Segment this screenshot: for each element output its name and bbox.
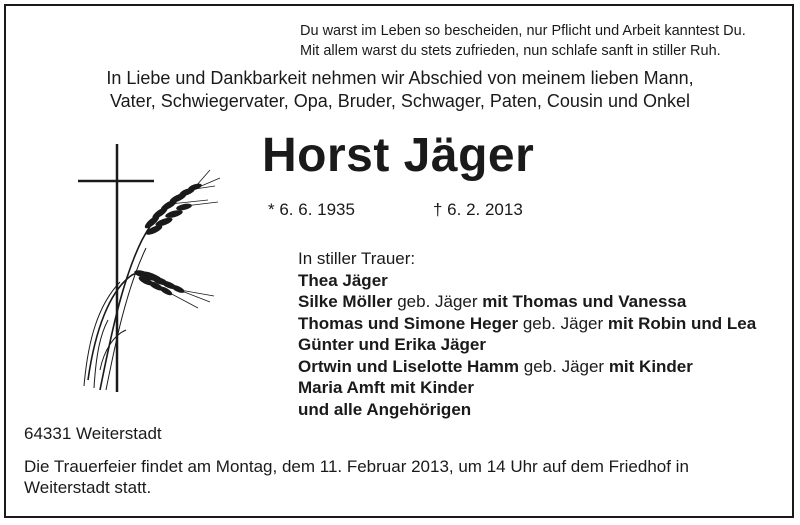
mourner-line: Günter und Erika Jäger — [298, 335, 486, 354]
mourner-line — [298, 313, 756, 335]
cross-wheat-icon — [70, 140, 230, 400]
memorial-poem — [300, 21, 746, 61]
poem-line-2: Mit allem warst du stets zufrieden, nun schlafe sanft in stiller Ruh. — [300, 43, 721, 59]
mourner-name: Thomas und Simone Heger — [298, 313, 519, 333]
mourner-name: Ortwin und Liselotte Hamm — [298, 356, 520, 376]
mourner-line: und alle Angehörigen — [298, 399, 472, 419]
mourners-heading: In stiller Trauer: — [298, 249, 416, 268]
mourner-line — [298, 356, 756, 378]
mourner-line — [298, 291, 756, 313]
mourner-family: mit Robin und Lea — [607, 313, 757, 333]
city-address: 64331 Weiterstadt — [24, 424, 162, 443]
intro-line-2: Vater, Schwiegervater, Opa, Bruder, Schwager, Paten, Cousin und Onkel — [110, 91, 690, 111]
deceased-name: Horst Jäger — [262, 129, 535, 182]
mourner-family: mit Thomas und Vanessa — [482, 292, 687, 311]
mourner-line: Thea Jäger — [298, 270, 388, 290]
intro-line-1: In Liebe und Dankbarkeit nehmen wir Abschied von meinem lieben Mann, — [106, 68, 694, 88]
mourners-list — [298, 248, 756, 420]
death-date: † 6. 2. 2013 — [433, 200, 523, 219]
mourner-family: mit Kinder — [608, 356, 693, 376]
poem-line-1: Du warst im Leben so bescheiden, nur Pflicht und Arbeit kanntest Du. — [300, 23, 746, 39]
mourner-note: geb. Jäger — [392, 292, 483, 311]
birth-date: * 6. 6. 1935 — [268, 200, 355, 219]
mourner-line: Maria Amft mit Kinder — [298, 378, 475, 397]
farewell-intro — [0, 67, 800, 113]
mourner-name: Silke Möller — [298, 292, 393, 311]
mourner-note: geb. Jäger — [518, 313, 608, 333]
mourner-note: geb. Jäger — [519, 356, 609, 376]
funeral-notice: Die Trauerfeier findet am Montag, dem 11. Februar 2013, um 14 Uhr auf dem Friedhof in Weiterstadt statt. — [24, 457, 689, 497]
